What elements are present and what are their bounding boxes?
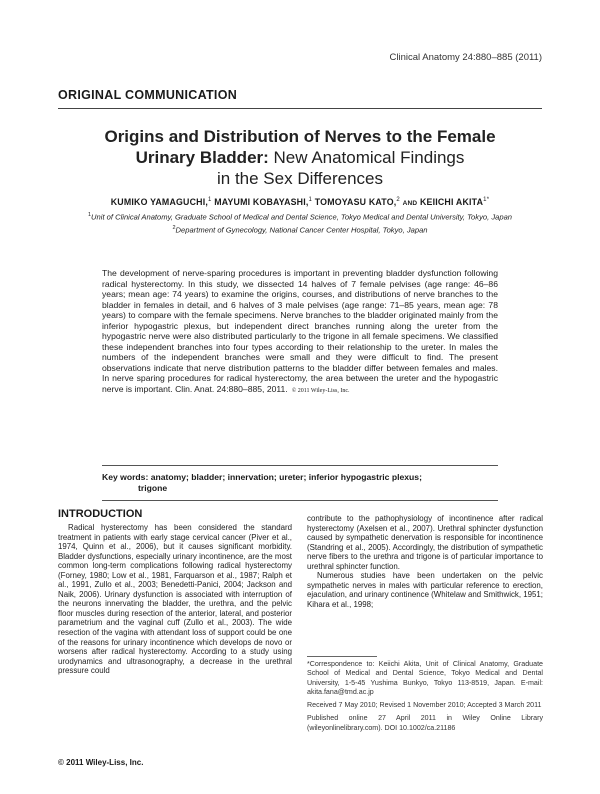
published-info: Published online 27 April 2011 in Wiley Online Library (wileyonlinelibrary.com). DOI 10.1002/ca.21186 xyxy=(307,714,543,732)
keywords xyxy=(102,472,498,494)
correspondence-text: *Correspondence to: Keiichi Akita, Unit of Clinical Anatomy, Graduate School of Medical and Dental Science, Tokyo Medical and Dental University, 1-5-45 Yushima Bunkyo, Tokyo 113-8519, Japan. E-mail: akita.fana@tmd.ac.jp xyxy=(307,660,543,696)
author-sup: 1* xyxy=(483,197,490,204)
author-name: TOMOYASU KATO, xyxy=(314,197,397,207)
author-name: KUMIKO YAMAGUCHI, xyxy=(110,197,208,207)
title-line-1: Origins and Distribution of Nerves to the Female xyxy=(104,127,496,146)
footnote-divider xyxy=(307,656,377,657)
author-name: MAYUMI KOBAYASHI, xyxy=(214,197,309,207)
correspondence-footnote xyxy=(307,660,543,737)
body-column-left xyxy=(58,523,292,676)
author-list xyxy=(58,197,542,207)
keywords-line-1: Key words: anatomy; bladder; innervation; ureter; inferior hypogastric plexus; xyxy=(102,472,422,482)
received-dates: Received 7 May 2010; Revised 1 November 2010; Accepted 3 March 2011 xyxy=(307,701,542,710)
affiliation-sup: 1 xyxy=(87,212,92,218)
title-line-2 xyxy=(58,147,542,168)
keywords-top-divider xyxy=(102,465,498,466)
section-label: ORIGINAL COMMUNICATION xyxy=(58,88,238,102)
affiliation-text: Department of Gynecology, National Cancer Center Hospital, Tokyo, Japan xyxy=(175,225,428,235)
title-line-2-rest: New Anatomical Findings xyxy=(268,148,465,167)
author-sup: 1 xyxy=(308,197,313,204)
abstract xyxy=(102,268,498,397)
author-sup: 1 xyxy=(208,197,212,204)
journal-citation: Clinical Anatomy 24:880–885 (2011) xyxy=(389,52,542,63)
author-and: AND xyxy=(402,200,418,207)
footer-copyright: © 2011 Wiley-Liss, Inc. xyxy=(58,758,144,767)
title-line-2-bold: Urinary Bladder: xyxy=(135,148,269,167)
affiliation xyxy=(70,210,530,223)
keywords-line-2: trigone xyxy=(138,483,168,493)
article-title xyxy=(58,126,542,189)
intro-paragraph-1: Radical hysterectomy has been considered the standard treatment in patients with early stage cervical cancer (Piver et al., 1974, Quinn et al., 2006), but it causes significant morbidity. Bladder dysfunctions, especially urinary incontinence, are the most common long-term complications following radical hysterectomy (Forney, 1980; Low et al., 1981, Farquarson et al., 1987; Ralph et al., 1991, Zullo et al., 2003; Benedetti-Panici, 2004; Jackson and Naik, 2006). Urinary dysfunction is associated with interruption of the neurons innervating the bladder, the urethra, and the pelvic floor muscles during resection of the anterior, lateral, and posterior parametrium and the vaginal cuff (Zullo et al., 2003). The wide resection of the vagina with attendant loss of support could be one of the reasons for urinary incontinence which develops de novo or worsens after radical hysterectomy. According to a study using urodynamics and ultrasonography, a decrease in the urethral pressure could xyxy=(58,523,292,676)
body-column-right xyxy=(307,514,543,609)
intro-paragraph-1-continued: contribute to the pathophysiology of incontinence after radical hysterectomy (Axelsen et al., 2007). Urethral sphincter dysfunction caused by sympathetic denervation is responsible for incontinence (Standring et al., 2005). Accordingly, the distribution of sympathetic nerve fibers to the urethra and trigone is of particular importance to urethral sphincter function. xyxy=(307,514,543,571)
author-sup: 2 xyxy=(396,197,400,204)
title-line-3: in the Sex Differences xyxy=(217,169,383,188)
abstract-copyright: © 2011 Wiley-Liss, Inc. xyxy=(291,388,350,395)
affiliation-sup: 2 xyxy=(172,224,176,231)
author-name: KEIICHI AKITA xyxy=(419,197,484,207)
intro-paragraph-2: Numerous studies have been undertaken on the pelvic sympathetic nerves in males with particular reference to erection, ejaculation, and urinary continence (Whitelaw and Smithwick, 1951; Kihara et al., 1998; xyxy=(307,571,543,609)
header-divider xyxy=(58,108,542,109)
introduction-heading: INTRODUCTION xyxy=(58,508,143,520)
keywords-bottom-divider xyxy=(102,500,498,501)
affiliations xyxy=(70,210,530,235)
abstract-text: The development of nerve-sparing procedures is important in preventing bladder dysfunction following radical hysterectomy. In this study, we dissected 14 halves of 7 female pelvises (age range: 46–86 years; mean age: 74 years) to examine the origins, courses, and distributions of nerve branches to the bladder in females in detail, and 6 halves of 3 male pelvises (age range: 71–85 years, mean age: 78 years) to compare with the female specimens. Nerve branches to the bladder originated mainly from the inferior hypogastric plexus, but independent direct branches running along the ureter from the hypogastric nerve were also distributed particularly to the trigone in all female specimens. We classified these independent branches into four types according to their relationship to the ureter. In males the numbers of the independent branches were small and they were difficult to find. The present observations indicate that nerve distribution patterns to the bladder differ between females and males. In nerve sparing procedures for radical hysterectomy, the area between the ureter and the hypogastric nerve is important. Clin. Anat. 24:880–885, 2011. xyxy=(102,268,498,395)
affiliation-text: Unit of Clinical Anatomy, Graduate School of Medical and Dental Science, Tokyo Medical and Dental University, Tokyo, Japan xyxy=(91,212,513,222)
affiliation xyxy=(70,223,530,236)
